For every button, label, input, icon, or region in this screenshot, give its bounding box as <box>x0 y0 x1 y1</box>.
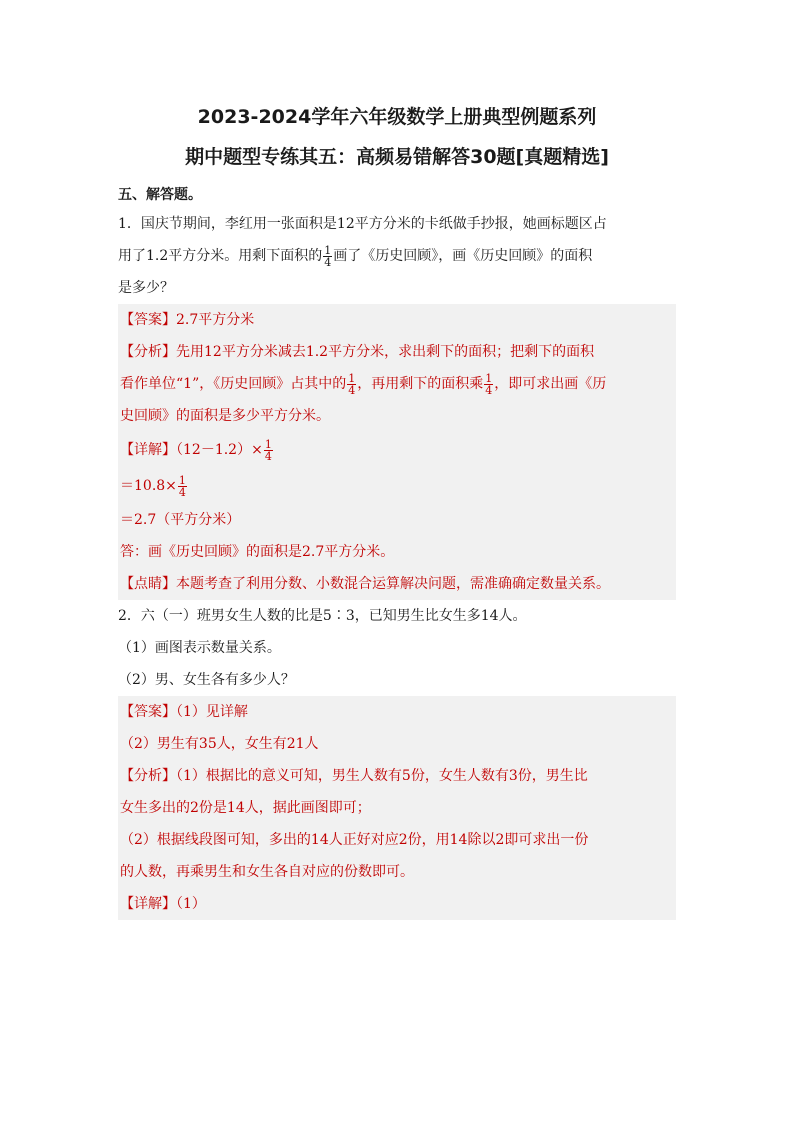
detail-1-line-2: ＝10.8× $\frac{1}{4}$ <box>120 473 186 499</box>
detail-label: 【详解】 <box>120 896 176 912</box>
fraction-one-quarter: $\frac{1}{4}$ <box>264 437 272 463</box>
analysis-1-line-3: 史回顾》的面积是多少平方分米。 <box>120 408 330 424</box>
question-2-line-1: 2．六（一）班男女生人数的比是5∶3，已知男生比女生多14人。 <box>118 608 527 624</box>
analysis-2-line-1: 【分析】（1）根据比的意义可知，男生人数有5份，女生人数有3份，男生比 <box>120 768 588 784</box>
answer-2-line-1: 【答案】（1）见详解 <box>120 704 248 720</box>
document-page <box>118 100 676 920</box>
question-1-line-2: 用了1.2平方分米。用剩下面积的 $\frac{1}{4}$ 画了《历史回顾》，画《历史回顾》的面积 <box>118 243 593 269</box>
analysis-label: 【分析】 <box>120 768 176 784</box>
comment-label: 【点睛】 <box>120 576 176 592</box>
section-heading: 五、解答题。 <box>118 187 202 203</box>
question-2 <box>118 600 676 696</box>
answer-label: 【答案】 <box>120 312 176 328</box>
question-2-sub-2: （2）男、女生各有多少人？ <box>118 672 295 688</box>
question-1-line-1: 1．国庆节期间，李红用一张面积是12平方分米的卡纸做手抄报，她画标题区占 <box>118 216 607 232</box>
analysis-2-line-4: 的人数，再乘男生和女生各自对应的份数即可。 <box>120 864 414 880</box>
analysis-1-line-2: 看作单位“1”，《历史回顾》占其中的 $\frac{1}{4}$ ，再用剩下的面积乘 $\frac{1}{4}$ ，即可求出画《历 <box>120 371 607 397</box>
detail-2-line-1: 【详解】（1） <box>120 896 206 912</box>
fraction-one-quarter: $\frac{1}{4}$ <box>348 371 356 397</box>
solution-box-1 <box>118 304 676 600</box>
analysis-1-line-1: 【分析】先用12平方分米减去1.2平方分米，求出剩下的面积；把剩下的面积 <box>120 344 595 360</box>
question-1 <box>118 208 676 304</box>
analysis-2-line-2: 女生多出的2份是14人，据此画图即可； <box>120 800 371 816</box>
document-subtitle: 期中题型专练其五：高频易错解答30题[真题精选] <box>185 146 609 168</box>
fraction-one-quarter: $\frac{1}{4}$ <box>178 473 186 499</box>
detail-1-line-4: 答：画《历史回顾》的面积是2.7平方分米。 <box>120 544 395 560</box>
comment-1: 【点睛】本题考查了利用分数、小数混合运算解决问题，需准确确定数量关系。 <box>120 576 610 592</box>
document-title: 2023-2024学年六年级数学上册典型例题系列 <box>197 106 597 128</box>
solution-box-2 <box>118 696 676 920</box>
analysis-2-line-3: （2）根据线段图可知，多出的14人正好对应2份，用14除以2即可求出一份 <box>120 832 589 848</box>
fraction-one-quarter: $\frac{1}{4}$ <box>485 371 493 397</box>
fraction-one-quarter: $\frac{1}{4}$ <box>324 243 332 269</box>
answer-1: 【答案】2.7平方分米 <box>120 312 255 328</box>
detail-1-line-3: ＝2.7（平方分米） <box>120 512 241 528</box>
question-1-line-3: 是多少？ <box>118 280 174 296</box>
answer-label: 【答案】 <box>120 704 176 720</box>
detail-1-line-1: 【详解】（12－1.2）× $\frac{1}{4}$ <box>120 437 272 463</box>
analysis-label: 【分析】 <box>120 344 176 360</box>
question-2-sub-1: （1）画图表示数量关系。 <box>118 640 281 656</box>
detail-label: 【详解】 <box>120 442 176 458</box>
answer-2-line-2: （2）男生有35人，女生有21人 <box>120 736 319 752</box>
